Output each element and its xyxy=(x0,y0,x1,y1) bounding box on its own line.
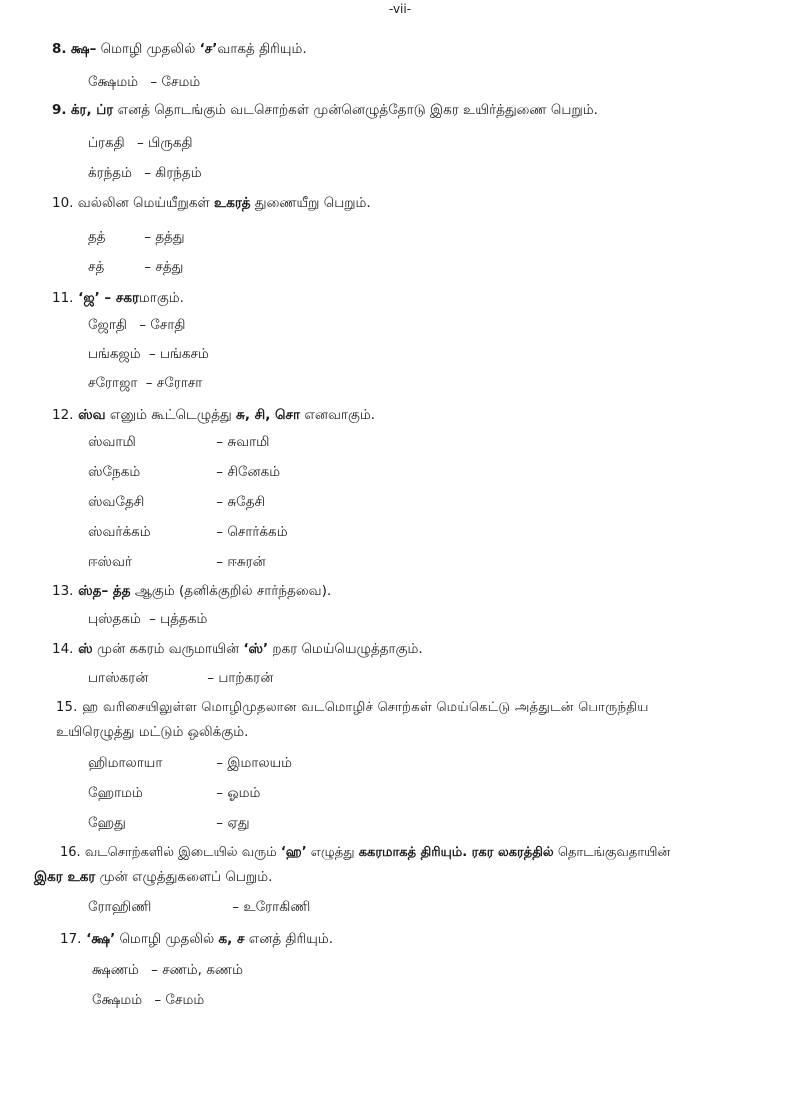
example-result: – சத்து xyxy=(144,259,184,275)
rule-text-bold: இகர உகர xyxy=(34,869,96,885)
rule-text: முன் எழுத்துகளைப் பெறும். xyxy=(95,869,273,885)
example-row xyxy=(88,783,260,803)
rule-text: மாகும். xyxy=(138,290,184,306)
example-result: – சேமம் xyxy=(154,992,205,1008)
rule-16-continuation xyxy=(34,866,272,888)
rule-text-bold: க, ச xyxy=(218,931,245,947)
example-row xyxy=(88,522,288,542)
example-result: – பாற்கரன் xyxy=(207,670,274,686)
example-source: ரோஹிணி xyxy=(88,899,152,915)
example-row xyxy=(88,552,266,572)
example-source: பங்கஜம் xyxy=(88,346,141,362)
example-result: – ஓமம் xyxy=(216,785,261,801)
rule-number: 14. xyxy=(52,641,74,657)
rule-9 xyxy=(52,99,598,121)
rule-text-bold: க்ஷ– xyxy=(70,41,97,57)
example-source: புஸ்தகம் xyxy=(88,611,141,627)
rule-text: உயிரெழுத்து மட்டும் ஒலிக்கும். xyxy=(56,724,249,740)
example-row xyxy=(88,133,193,153)
rule-text-bold: சு, சி, சொ xyxy=(236,407,301,423)
example-result: – புத்தகம் xyxy=(149,611,208,627)
example-source: தத் xyxy=(88,229,106,245)
example-source: சரோஜா xyxy=(88,375,138,391)
example-result: – இமாலயம் xyxy=(216,755,293,771)
rule-16 xyxy=(60,842,670,864)
example-row xyxy=(88,492,265,512)
example-row xyxy=(88,72,200,92)
rule-text: எழுத்து xyxy=(306,845,359,860)
example-result: – தத்து xyxy=(144,229,185,245)
example-result: – பங்கசம் xyxy=(148,346,209,362)
rule-text-bold: ஸ்வ xyxy=(73,407,106,423)
example-row xyxy=(88,227,185,247)
example-source: க்ஷேமம் xyxy=(92,992,143,1008)
rule-text-bold: ஸ்த– த்த xyxy=(73,583,131,599)
example-result: – ஈசுரன் xyxy=(216,554,266,570)
example-source: ஸ்வாமி xyxy=(88,434,136,450)
example-row xyxy=(88,163,202,183)
rule-text: எனும் கூட்டெழுத்து xyxy=(105,407,237,423)
rule-15-continuation xyxy=(56,721,248,743)
example-source: க்ஷேமம் xyxy=(88,74,139,90)
example-result: – உரோகிணி xyxy=(232,899,311,915)
rule-text: மொழி முதலில் xyxy=(96,41,200,57)
page-number: -vii- xyxy=(388,2,412,16)
rule-13 xyxy=(52,580,331,602)
example-row xyxy=(88,897,310,917)
rule-text: ஹ வரிசையிலுள்ள மொழிமுதலான வடமொழிச் சொற்கள் மெய்கெட்டு அத்துடன் பொருந்திய xyxy=(77,700,649,715)
example-row xyxy=(88,462,280,482)
example-source: ஸ்வதேசி xyxy=(88,494,145,510)
example-row xyxy=(88,609,207,629)
example-row xyxy=(88,257,183,277)
rule-text: துணையீறு பெறும். xyxy=(250,195,371,211)
rule-8 xyxy=(52,38,307,60)
rule-12 xyxy=(52,404,375,426)
example-result: – சரோசா xyxy=(145,375,203,391)
example-source: பாஸ்கரன் xyxy=(88,670,149,686)
rule-text: றகர மெய்யெழுத்தாகும். xyxy=(268,641,423,657)
example-source: ஜோதி xyxy=(88,317,127,333)
rule-text: வல்லின மெய்யீறுகள் xyxy=(73,195,214,211)
rule-text-bold: ‘ஜ’ – சகர xyxy=(73,290,139,306)
rule-number: 9. xyxy=(52,102,67,118)
rule-number: 17. xyxy=(60,931,82,947)
example-row xyxy=(88,813,250,833)
example-result: – சுதேசி xyxy=(216,494,266,510)
example-result: – சணம், கணம் xyxy=(151,962,243,978)
example-source: சத் xyxy=(88,259,105,275)
example-source: ப்ரகதி xyxy=(88,135,125,151)
rule-number: 8. xyxy=(52,41,67,57)
example-result: – ஏது xyxy=(216,815,250,831)
example-result: – சேமம் xyxy=(150,74,201,90)
example-source: ஹிமாலாயா xyxy=(88,755,163,771)
rule-text: வடசொற்களில் இடையில் வரும் xyxy=(80,845,281,860)
rule-text-bold: க்ர, ப்ர xyxy=(70,102,114,118)
rule-number: 10. xyxy=(52,195,74,211)
rule-number: 15. xyxy=(56,700,78,715)
example-source: க்ஷணம் xyxy=(92,962,139,978)
rule-15 xyxy=(56,697,772,719)
rule-text: எனத் தொடங்கும் வடசொற்கள் முன்னெழுத்தோடு இகர உயிர்த்துணை பெறும். xyxy=(113,102,598,118)
example-source: க்ரந்தம் xyxy=(88,165,132,181)
example-result: – சுவாமி xyxy=(216,434,270,450)
example-result: – சினேகம் xyxy=(216,464,281,480)
rule-number: 11. xyxy=(52,290,74,306)
rule-14 xyxy=(52,638,423,660)
rule-10 xyxy=(52,192,371,214)
rule-17 xyxy=(60,928,333,950)
rule-text-bold: ககரமாகத் திரியும். ரகர லகரத்தில் xyxy=(358,845,554,860)
rule-text: வாகத் திரியும். xyxy=(217,41,307,57)
example-result: – பிருகதி xyxy=(137,135,193,151)
rule-text: தொடங்குவதாயின் xyxy=(553,845,671,860)
rule-text: மொழி முதலில் xyxy=(115,931,219,947)
example-row xyxy=(88,373,202,393)
rule-text-bold: ‘ஸ்’ xyxy=(243,641,269,657)
rule-text: எனத் திரியும். xyxy=(244,931,333,947)
rule-text: ஆகும் (தனிக்குறில் சார்ந்தவை). xyxy=(130,583,332,599)
example-row xyxy=(88,668,273,688)
rule-text: முன் ககரம் வருமாயின் xyxy=(92,641,244,657)
example-row xyxy=(88,315,185,335)
example-source: ஸ்நேகம் xyxy=(88,464,141,480)
rule-11 xyxy=(52,287,184,309)
rule-text-bold: ஸ் xyxy=(73,641,93,657)
rule-number: 12. xyxy=(52,407,74,423)
example-row xyxy=(88,432,269,452)
example-result: – சொர்க்கம் xyxy=(216,524,288,540)
example-source: ஹேது xyxy=(88,815,126,831)
example-row xyxy=(88,753,292,773)
example-result: – சோதி xyxy=(139,317,186,333)
rule-number: 16. xyxy=(60,845,81,860)
example-row xyxy=(92,990,204,1010)
rule-text-bold: உகரத் xyxy=(213,195,251,211)
example-row xyxy=(92,960,243,980)
rule-number: 13. xyxy=(52,583,74,599)
example-source: ஈஸ்வர் xyxy=(88,554,132,570)
example-source: ஹோமம் xyxy=(88,785,143,801)
example-result: – கிரந்தம் xyxy=(144,165,202,181)
rule-text-bold: ‘ச’ xyxy=(199,41,218,57)
example-source: ஸ்வர்க்கம் xyxy=(88,524,151,540)
rule-text-bold: ‘க்ஷ’ xyxy=(81,931,116,947)
rule-text: எனவாகும். xyxy=(300,407,376,423)
example-row xyxy=(88,344,209,364)
rule-text-bold: ‘ஹ’ xyxy=(280,845,307,860)
